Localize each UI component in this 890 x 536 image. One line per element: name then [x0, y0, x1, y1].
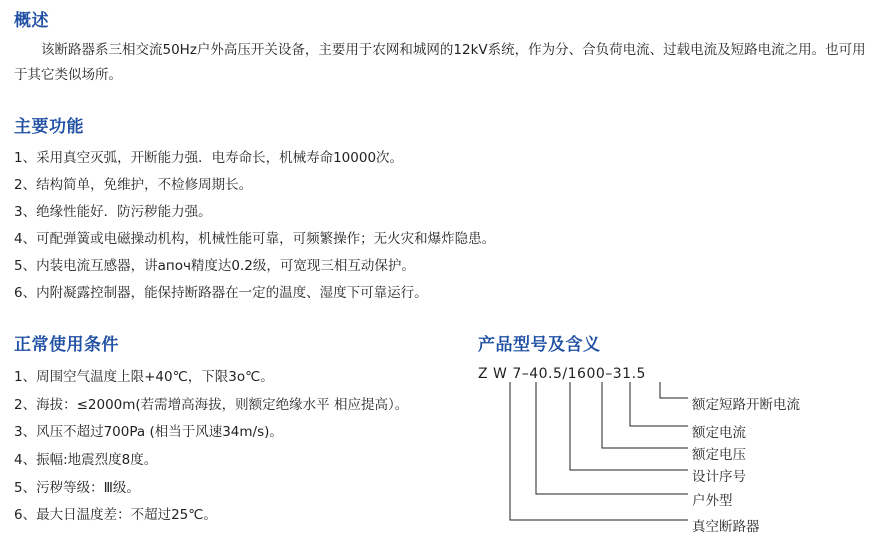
- list-item: 6、最大日温度差：不超过25℃。: [14, 507, 217, 524]
- overview-paragraph: 该断路器系三相交流50Hz户外高压开关设备，主要用于农网和城网的12kV系统，作为分、合负荷电流、过载电流及短路电流之用。也可用于其它类似场所。: [14, 42, 866, 83]
- list-item: 2、海拔：≤2000m(若需增高海拔，则额定绝缘水平 相应提高）。: [14, 396, 409, 413]
- service-conditions-section-title: 正常使用条件: [14, 335, 119, 355]
- model-label-rated-breaking-current: 额定短路开断电流: [692, 397, 800, 413]
- model-label-rated-current: 额定电流: [692, 425, 746, 441]
- list-item: 5、内装电流互感器，讲апоч精度达0.2级，可宽现三相互动保护。: [14, 258, 415, 274]
- list-item: 6、内附凝露控制器，能保持断路器在一定的温度、湿度下可靠运行。: [14, 285, 428, 301]
- list-item: 4、可配弹簧或电磁操动机构，机械性能可靠，可频繁操作；无火灾和爆炸隐患。: [14, 231, 496, 247]
- list-item: 3、风压不超过700Pa (相当于风速34m/s)。: [14, 424, 283, 441]
- model-label-vacuum-circuit-breaker: 真空断路器: [692, 519, 760, 535]
- model-label-design-serial: 设计序号: [692, 469, 746, 485]
- list-item: 5、污秽等级：Ⅲ级。: [14, 479, 140, 496]
- model-code-text: Z W 7–40.5/1600–31.5: [478, 366, 646, 382]
- list-item: 3、绝缘性能好．防污秽能力强。: [14, 204, 212, 220]
- model-designation-section-title: 产品型号及含义: [478, 335, 601, 355]
- list-item: 1、周围空气温度上限+40℃，下限3o℃。: [14, 369, 274, 385]
- list-item: 1、采用真空灭弧，开断能力强．电寿命长，机械寿命10000次。: [14, 150, 404, 166]
- service-conditions-list: [14, 364, 454, 530]
- model-label-outdoor-type: 户外型: [692, 493, 733, 509]
- model-label-rated-voltage: 额定电压: [692, 447, 746, 463]
- overview-section-title: 概述: [14, 11, 49, 31]
- main-functions-section-title: 主要功能: [14, 117, 84, 137]
- model-leader-lines: [470, 360, 890, 536]
- main-functions-list: [14, 145, 714, 307]
- list-item: 4、振幅:地震烈度8度。: [14, 452, 158, 469]
- list-item: 2、结构简单，免维护，不检修周期长。: [14, 177, 253, 193]
